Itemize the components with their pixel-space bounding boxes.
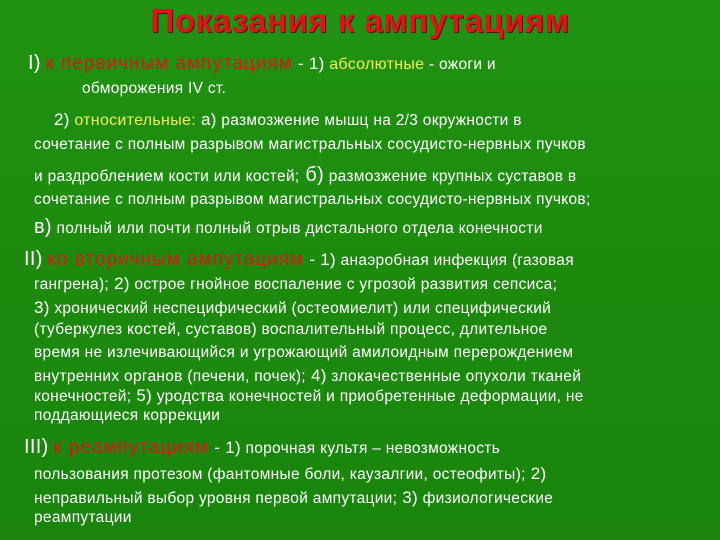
section-1-line-5 <box>34 164 576 187</box>
s2-line-2-num: 2) <box>109 274 130 293</box>
s2-line-6-num: 4) <box>305 366 327 385</box>
section-2-text-1: анаэробная инфекция (газовая <box>336 252 574 269</box>
section-2-line-3 <box>34 298 551 318</box>
s2-line-3-text: хронический неспецифический (остеомиелит) или специфический <box>49 300 552 317</box>
relative-text: размозжение мышц на 2/3 окружности в <box>216 112 522 129</box>
section-2-line-6 <box>34 366 581 386</box>
absolute-text: - ожоги и <box>424 56 496 73</box>
line-7-v: в) <box>34 216 52 238</box>
slide-title: Показания к ампутациям <box>150 2 570 39</box>
section-1-line-6: сочетание с полным разрывом магистральных сосудисто-нервных пучков; <box>34 191 591 208</box>
section-2-number: II) <box>24 248 43 270</box>
line-5-post: размозжение крупных суставов в <box>324 168 577 185</box>
s2-line-3-num: 3) <box>34 298 50 317</box>
section-1-line-4: сочетание с полным разрывом магистральных сосудисто-нервных пучков <box>34 136 586 153</box>
line-5-b: б) <box>299 164 325 186</box>
section-1-line-1 <box>28 52 496 75</box>
s3-line-2-num: 2) <box>525 464 547 483</box>
section-1-line-2: обморожения IV ст. <box>82 80 227 97</box>
line-7-text: полный или почти полный отрыв дистального отдела конечности <box>51 220 543 237</box>
s2-line-7-num: 5) <box>131 386 153 405</box>
line-5-pre: и раздроблением кости или костей; <box>34 168 300 185</box>
section-1-number: I) <box>28 52 41 74</box>
s3-line-2-pre: пользования протезом (фантомные боли, каузалгии, остеофиты); <box>34 466 526 483</box>
s3-line-3-pre: неправильный выбор уровня первой ампутации; <box>34 490 398 507</box>
s2-line-7-pre: конечностей; <box>34 388 132 405</box>
section-3-heading: к реампутациям <box>53 437 210 458</box>
relative-label: относительные: <box>74 112 196 129</box>
s2-line-2-post: острое гнойное воспаление с угрозой развития сепсиса; <box>129 276 558 293</box>
section-2-heading: ко вторичным ампутациям <box>47 249 305 270</box>
section-2-line-1 <box>24 248 574 271</box>
s3-line-3-post: физиологические <box>418 490 554 507</box>
s2-line-7-post: уродства конечностей и приобретенные деформации, не <box>152 388 584 405</box>
s2-line-6-pre: внутренних органов (печени, почек); <box>34 368 306 385</box>
section-2-line-4: (туберкулез костей, суставов) воспалительный процесс, длительное <box>34 321 548 338</box>
section-3-line-4: реампутации <box>34 509 132 526</box>
section-2-line-7 <box>34 386 584 406</box>
s2-line-6-post: злокачественные опухоли тканей <box>326 368 582 385</box>
section-1-line-7 <box>34 216 543 239</box>
section-2-line-5: время не излечивающийся и угрожающий амилоидным перерождением <box>34 344 574 361</box>
s2-line-2-pre: гангрена); <box>34 276 110 293</box>
section-3-number: III) <box>24 436 49 458</box>
section-2-line-2 <box>34 274 557 294</box>
section-2-dash: - 1) <box>304 250 337 269</box>
section-1-heading: к первичным ампутациям <box>45 53 293 74</box>
relative-a: а) <box>195 110 217 129</box>
section-3-text-1: порочная культя – невозможность <box>240 440 501 457</box>
absolute-label: абсолютные <box>329 56 425 73</box>
s3-line-3-num: 3) <box>397 488 418 507</box>
section-2-line-8: поддающиеся коррекции <box>34 407 221 424</box>
section-3-line-3 <box>34 488 553 508</box>
section-1-dash: - 1) <box>292 54 325 73</box>
section-3-line-2 <box>34 464 546 484</box>
section-3-dash: - 1) <box>209 438 241 457</box>
section-1-line-3 <box>54 110 522 130</box>
relative-number: 2) <box>54 110 70 129</box>
section-3-line-1 <box>24 436 500 459</box>
